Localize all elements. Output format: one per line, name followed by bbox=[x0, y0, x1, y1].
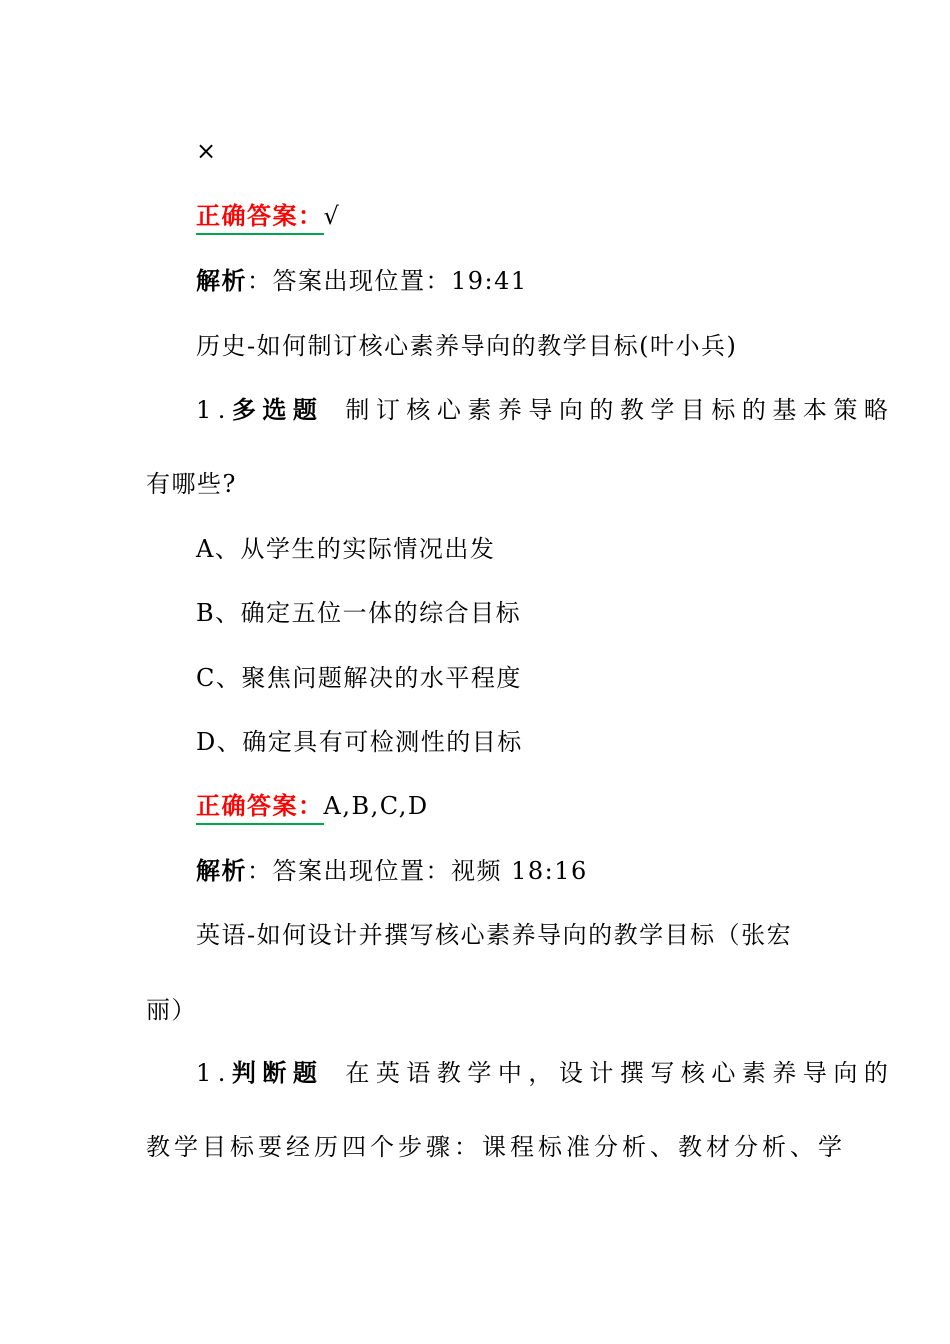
option-d: D、确定具有可检测性的目标 bbox=[196, 728, 523, 756]
question-1-line bbox=[196, 395, 894, 425]
answer-label-underline bbox=[196, 791, 324, 825]
section-title-english-continuation: 丽） bbox=[146, 996, 197, 1024]
question-text: 制订核心素养导向的教学目标的基本策略 bbox=[345, 396, 895, 424]
answer-label-underline bbox=[196, 201, 324, 235]
answer-label: 正确答案： bbox=[196, 202, 324, 230]
answer-value: A,B,C,D bbox=[323, 792, 429, 820]
cross-mark: × bbox=[196, 137, 218, 165]
question-number: 1. bbox=[196, 396, 232, 424]
question-type: 判断题 bbox=[231, 1059, 324, 1087]
answer-line-1 bbox=[196, 201, 340, 235]
analysis-line-2 bbox=[196, 856, 588, 886]
question-2-line bbox=[196, 1058, 894, 1088]
answer-value: √ bbox=[323, 202, 341, 230]
analysis-label: 解析 bbox=[196, 267, 247, 295]
question-type: 多选题 bbox=[231, 396, 324, 424]
section-title-english: 英语-如何设计并撰写核心素养导向的教学目标（张宏 bbox=[196, 921, 793, 949]
option-a: A、从学生的实际情况出发 bbox=[196, 535, 496, 563]
section-title-history: 历史-如何制订核心素养导向的教学目标(叶小兵) bbox=[196, 332, 738, 360]
analysis-line-1 bbox=[196, 266, 528, 296]
answer-label: 正确答案： bbox=[196, 792, 324, 820]
option-c: C、聚焦问题解决的水平程度 bbox=[196, 664, 522, 692]
analysis-text: ：答案出现位置：19:41 bbox=[247, 267, 528, 295]
answer-line-2 bbox=[196, 791, 429, 825]
analysis-label: 解析 bbox=[196, 857, 247, 885]
question-number: 1. bbox=[196, 1059, 232, 1087]
question-text: 在英语教学中，设计撰写核心素养导向的 bbox=[345, 1059, 895, 1087]
option-b: B、确定五位一体的综合目标 bbox=[196, 599, 522, 627]
question-1-continuation: 有哪些? bbox=[146, 470, 237, 498]
analysis-text: ：答案出现位置：视频 18:16 bbox=[247, 857, 588, 885]
question-2-continuation: 教学目标要经历四个步骤：课程标准分析、教材分析、学 bbox=[146, 1133, 846, 1161]
